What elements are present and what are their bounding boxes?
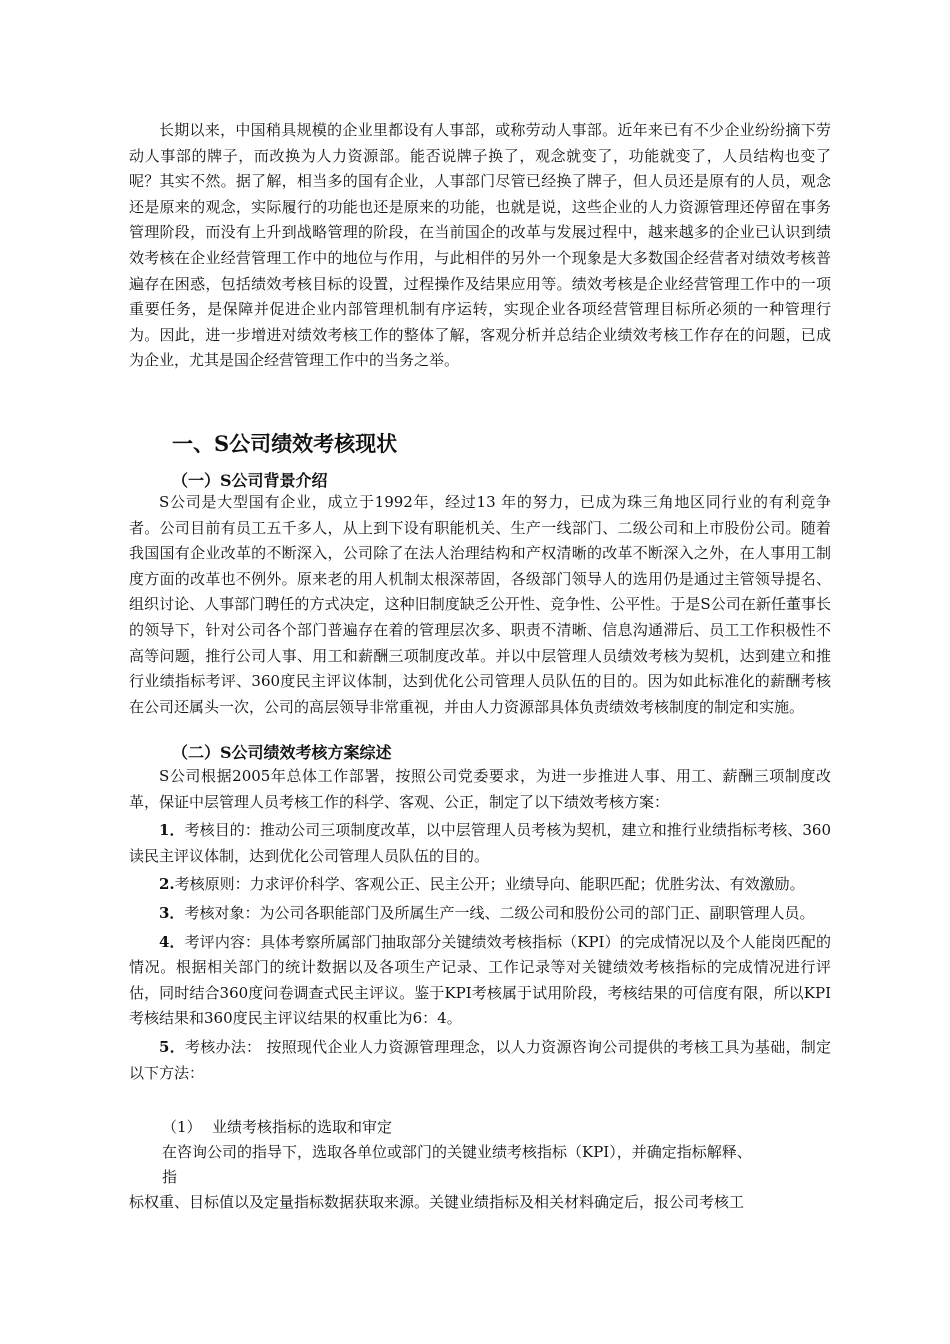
plan-section-block	[129, 764, 831, 1086]
list-item-number: 5．	[159, 1037, 185, 1056]
list-item	[129, 872, 831, 898]
list-item-number: 3．	[159, 903, 185, 922]
text-line: 在咨询公司的指导下，选取各单位或部门的关键业绩考核指标（KPI），并确定指标解释、	[162, 1143, 752, 1161]
sub-list-item-text: 业绩考核指标的选取和审定	[212, 1118, 393, 1136]
list-item	[129, 818, 831, 869]
background-paragraph: S公司是大型国有企业，成立于1992年，经过13 年的努力，已成为珠三角地区同行业的有利竞争者。公司目前有员工五千多人，从上到下设有职能机关、生产一线部门、二级公司和上市股份公司。随着我国国有企业改革的不断深入，公司除了在法人治理结构和产权清晰的改革不断深入之外，在人事用工制度方面的改革也不例外。原来老的用人机制太根深蒂固，各级部门领导人的选用仍是通过主管领导提名、组织讨论、人事部门聘任的方式决定，这种旧制度缺乏公开性、竞争性、公平性。于是S公司在新任董事长的领导下，针对公司各个部门普遍存在着的管理层次多、职责不清晰、信息沟通滞后、员工工作积极性不高等问题，推行公司人事、用工和薪酬三项制度改革。并以中层管理人员绩效考核为契机，达到建立和推行业绩指标考评、360度民主评议体制，达到优化公司管理人员队伍的目的。因为如此标准化的薪酬考核在公司还属头一次，公司的高层领导非常重视，并由人力资源部具体负责绩效考核制度的制定和实施。	[129, 493, 831, 716]
list-item-text: 考核办法： 按照现代企业人力资源管理理念，以人力资源咨询公司提供的考核工具为基础，制定以下方法：	[129, 1037, 832, 1082]
sub-list-item-number: （1）	[162, 1118, 202, 1136]
list-item-text: 考评内容：具体考察所属部门抽取部分关键绩效考核指标（KPI）的完成情况以及个人能岗匹配的情况。根据相关部门的统计数据以及各项生产记录、工作记录等对关键绩效考核指标的完成情况进行评估，同时结合360度问卷调查式民主评议。鉴于KPI考核属于试用阶段，考核结果的可信度有限，所以KPI考核结果和360度民主评议结果的权重比为6：4。	[129, 932, 831, 1028]
intro-paragraph-block	[129, 118, 831, 374]
list-item-text: 考核原则：力求评价科学、客观公正、民主公开；业绩导向、能职匹配；优胜劣汰、有效激励。	[174, 875, 805, 894]
list-item-text: 考核目的：推动公司三项制度改革，以中层管理人员考核为契机，建立和推行业绩指标考核、360读民主评议体制，达到优化公司管理人员队伍的目的。	[129, 821, 831, 865]
subsection-title-background: （一）S公司背景介绍	[172, 471, 328, 490]
text-line: 标权重、目标值以及定量指标数据获取来源。关键业绩指标及相关材料确定后，报公司考核工	[129, 1193, 745, 1211]
plan-paragraph: S公司根据2005年总体工作部署，按照公司党委要求，为进一步推进人事、用工、薪酬三项制度改革，保证中层管理人员考核工作的科学、客观、公正，制定了以下绩效考核方案：	[129, 767, 831, 811]
subsection-title-plan: （二）S公司绩效考核方案综述	[172, 743, 392, 762]
text-line: 指	[162, 1168, 178, 1186]
background-paragraph-block	[129, 490, 831, 720]
list-item-text: 考核对象：为公司各职能部门及所属生产一线、二级公司和股份公司的部门正、副职管理人员。	[184, 903, 815, 922]
list-item	[129, 1035, 831, 1086]
list-item	[129, 901, 831, 927]
section-title: 一、S公司绩效考核现状	[172, 431, 398, 456]
list-item-number: 2.	[159, 875, 175, 894]
sub-list-item	[162, 1115, 392, 1141]
intro-paragraph: 长期以来，中国稍具规模的企业里都设有人事部，或称劳动人事部。近年来已有不少企业纷纷摘下劳动人事部的牌子，而改换为人力资源部。能否说牌子换了，观念就变了，功能就变了，人员结构也变了呢？其实不然。据了解，相当多的国有企业，人事部门尽管已经换了牌子，但人员还是原有的人员，观念还是原来的观念，实际履行的功能也还是原来的功能，也就是说，这些企业的人力资源管理还停留在事务管理阶段，而没有上升到战略管理的阶段，在当前国企的改革与发展过程中，越来越多的企业已认识到绩效考核在企业经营管理工作中的地位与作用，与此相伴的另外一个现象是大多数国企经营者对绩效考核普遍存在困惑，包括绩效考核目标的设置，过程操作及结果应用等。绩效考核是企业经营管理工作中的一项重要任务，是保障并促进企业内部管理机制有序运转，实现企业各项经营管理目标所必须的一种管理行为。因此，进一步增进对绩效考核工作的整体了解，客观分析并总结企业绩效考核工作存在的问题，已成为企业，尤其是国企经营管理工作中的当务之举。	[129, 121, 831, 370]
list-item	[129, 930, 831, 1032]
list-item-number: 1．	[159, 821, 185, 840]
list-item-number: 4．	[159, 932, 185, 951]
